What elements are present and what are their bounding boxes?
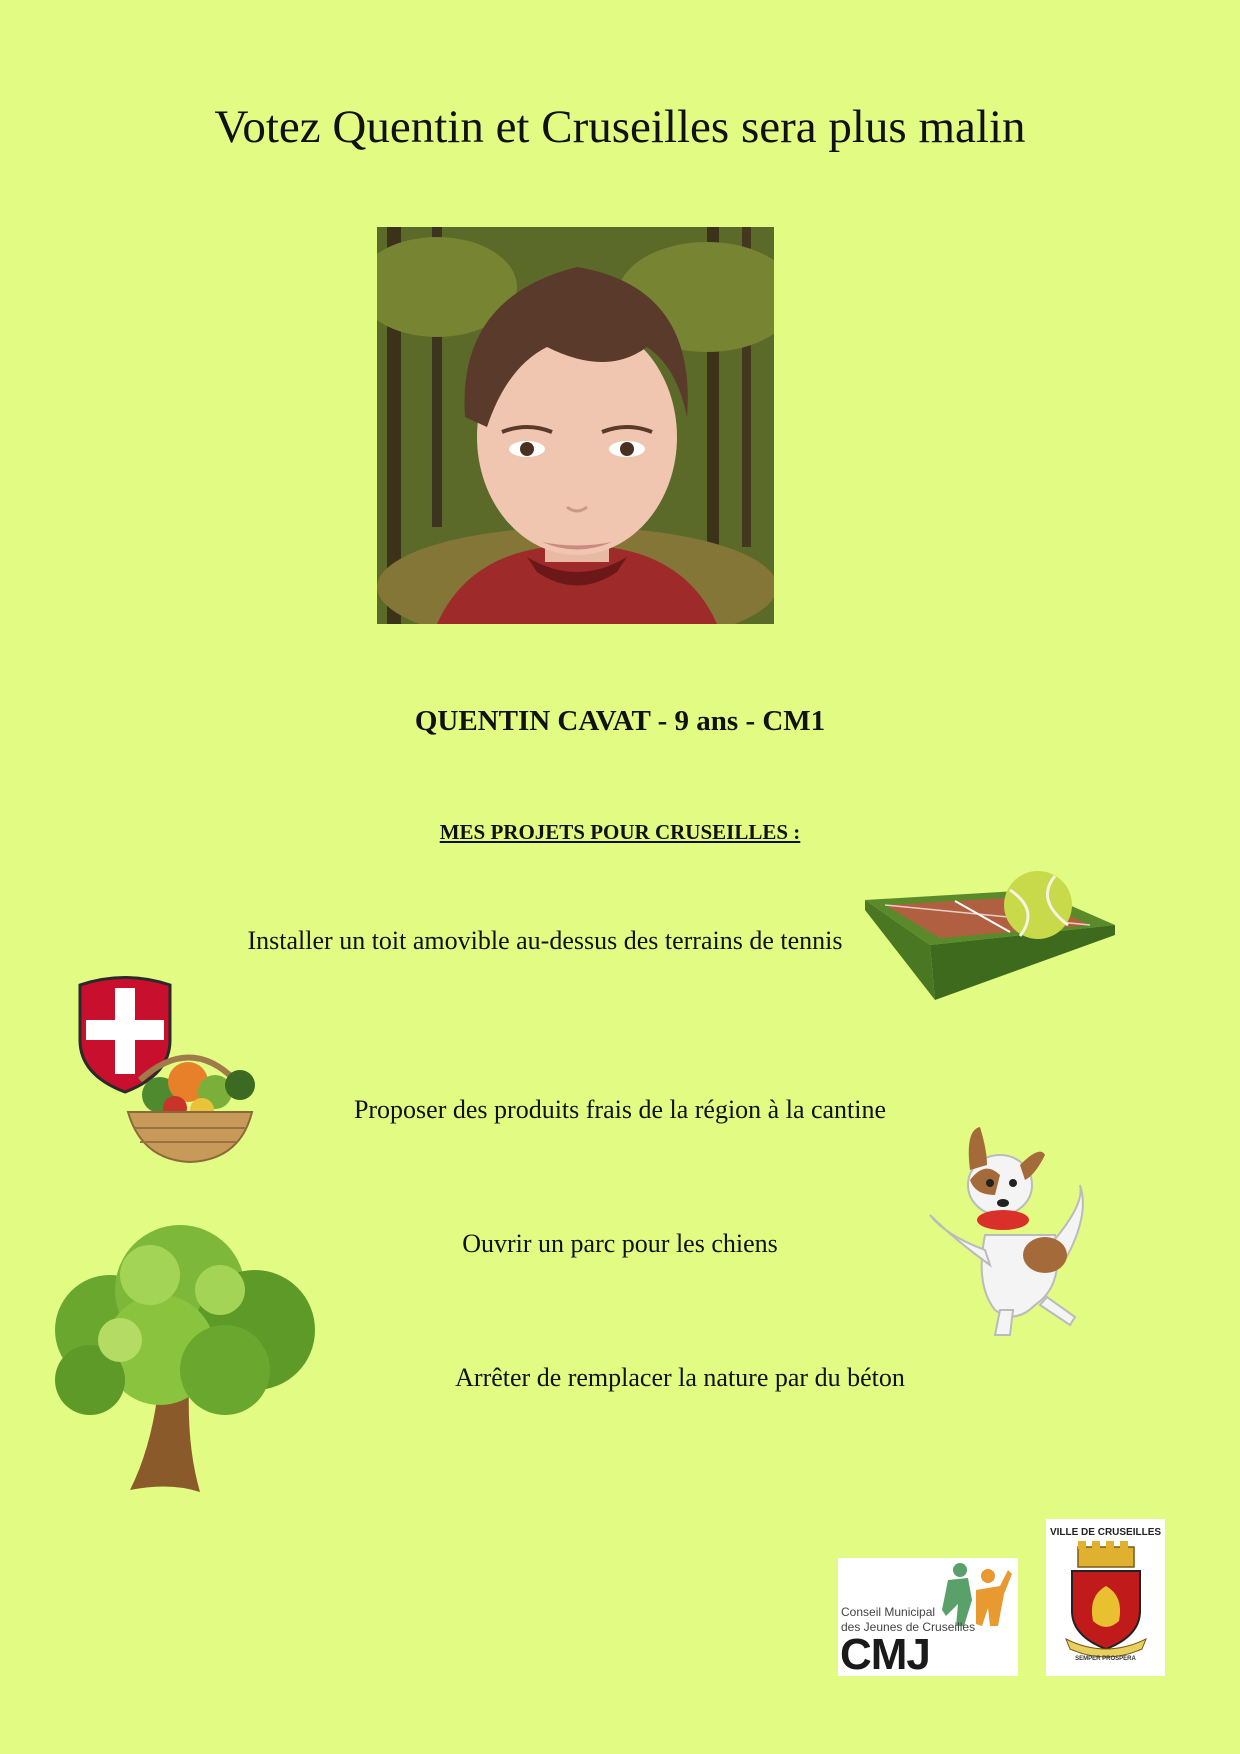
projects-heading: MES PROJETS POUR CRUSEILLES : [439, 820, 801, 844]
candidate-portrait [377, 227, 774, 624]
ville-logo-motto: SEMPER PROSPERA [1075, 1656, 1136, 1662]
poster-title: Votez Quentin et Cruseilles sera plus malin [214, 101, 1026, 153]
cmj-logo-line1: Conseil Municipal [841, 1605, 936, 1619]
ville-cruseilles-logo [1046, 1519, 1165, 1676]
tree-icon [30, 1220, 330, 1510]
cmj-logo-acronym: CMJ [840, 1630, 930, 1679]
project-item: Ouvrir un parc pour les chiens [462, 1229, 778, 1258]
cmj-logo [838, 1558, 1018, 1679]
cruseilles-coat-of-arms-icon [1064, 1541, 1148, 1659]
candidate-name: QUENTIN CAVAT - 9 ans - CM1 [414, 705, 826, 737]
project-item: Arrêter de remplacer la nature par du béton [455, 1363, 905, 1392]
ville-logo-name: VILLE DE CRUSEILLES [1049, 1527, 1162, 1538]
cmj-logo-line2: des Jeunes de Cruseilles [841, 1620, 976, 1634]
project-item: Proposer des produits frais de la région à la cantine [353, 1095, 887, 1124]
project-item: Installer un toit amovible au-dessus des terrains de tennis [247, 926, 843, 955]
vegetable-basket-icon [120, 1040, 260, 1165]
tennis-court-icon [860, 870, 1125, 1010]
dog-with-frisbee-icon [925, 1125, 1105, 1340]
